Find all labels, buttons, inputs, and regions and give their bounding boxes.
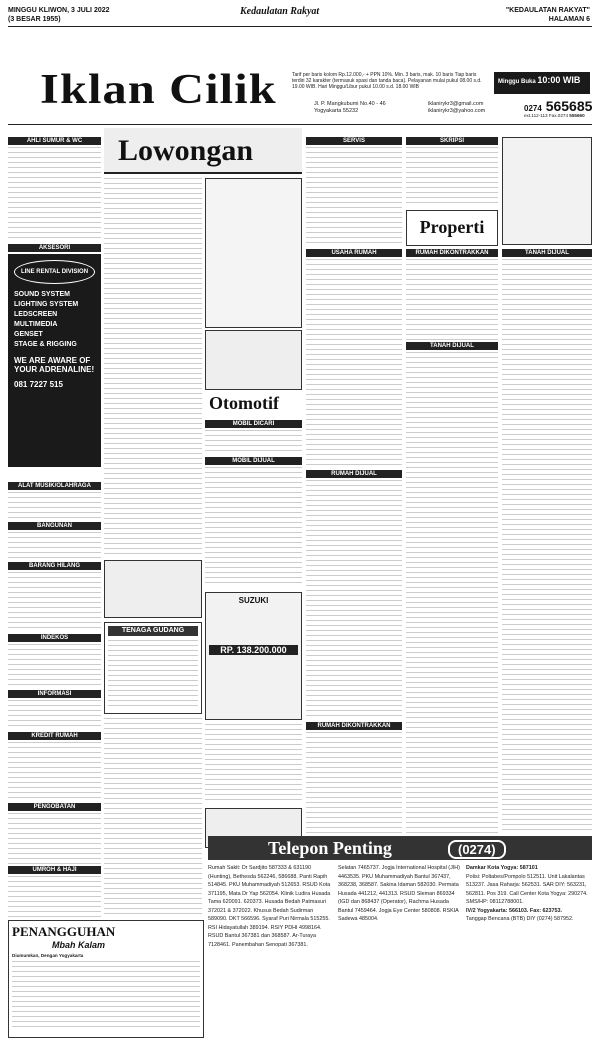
telepon-col-left: Rumah Sakit: Dr Sardjito 587333 & 631190 (Hunting), Bethesda 562246, 586688. Panti Rapih 514845. PKU Muhammadiyah 512653. RSUD Kota 371195, Mata Dr Yap 562054. Klinik Ludira Husada Tama 620091. 620373. Husada Bedah Patmasuri 372021 & 372022. Khusus Bedah Sudirman 589090. DKT 566596. Syaraf Puri Nirmala 515255. RSI Hidayatullah 389194. RSIY PDHI 4998164. RSUD Bantul 367381 dan 368587. Ar-Turaya 7128461. Panembahan Senopati 367381.	[208, 865, 331, 948]
lowongan-ads-col-a	[104, 178, 202, 558]
ads-mobil-dijual	[205, 467, 302, 587]
telepon-col-right: Damkar Kota Yogya: 587101 Polisi: Poltabes/Pompolo 512511. Unit Lakalantas 513237. Jasa Raharja: 562531. SAR DIY: 563231, 562811. Pos 319. Call Center Kota Yogya: 290274. SMS/HP: 08112788001. IV/2 Yogyakarta: 566103. Fax: 623753. Tanggap Bencana (BTB) DIY (0274) 587952.	[466, 865, 588, 922]
masthead-rule	[8, 124, 592, 125]
ads-rumah-dikontrakkan-2	[406, 259, 498, 349]
section-rumah-dikontrakkan: RUMAH DIKONTRAKKAN	[306, 722, 402, 730]
ads-tanah-dijual-2	[502, 259, 592, 834]
tarif-text: Tarif per baris kolom Rp.12.000,- + PPN 10%. Min. 3 baris, mak. 10 baris Tiap baris terdiri 32 karakter (termasuk spasi dan tanda baca). Pelayanan mulai pukul 08.00 s.d. 19.00 WIB. Hari Minggu/Libur pukul 10.00 s.d. 18.00 WIB	[292, 72, 482, 90]
ads-ahli-sumur	[8, 147, 101, 241]
ads-informasi	[8, 700, 101, 730]
section-kredit-rumah: KREDIT RUMAH	[8, 732, 101, 740]
section-tanah-dijual: TANAH DIJUAL	[406, 342, 498, 350]
section-ahli-sumur: AHLI SUMUR & WC	[8, 137, 101, 145]
office-address: Jl. P. Mangkubumi No.40 - 46 Yogyakarta 55232	[314, 101, 386, 114]
media-promosi-ad	[502, 137, 592, 245]
section-bangunan: BANGUNAN	[8, 522, 101, 530]
ads-usaha-rumah	[306, 259, 402, 467]
ads-tanah-dijual	[406, 352, 498, 834]
hours-box: Minggu Buka 10:00 WIB	[494, 72, 590, 94]
issue-date: MINGGU KLIWON, 3 JULI 2022 (3 BESAR 1955)	[8, 7, 110, 23]
ads-skripsi	[406, 147, 498, 207]
email-info: iklanirykr3@gmail.com iklanirykr3@yahoo.com	[428, 101, 486, 114]
ads-pengobatan	[8, 813, 101, 865]
otomotif-ads-more	[205, 724, 302, 804]
page-title: Iklan Cilik	[40, 67, 277, 113]
phone-number: 0274 565685	[524, 98, 593, 114]
section-tanah-dijual-2: TANAH DIJUAL	[502, 249, 592, 257]
section-aksesori: AKSESORI	[8, 244, 101, 252]
section-servis: SERVIS	[306, 137, 402, 145]
section-alat-musik: ALAT MUSIK/OLAHRAGA	[8, 482, 101, 490]
section-rumah-dijual: RUMAH DIJUAL	[306, 470, 402, 478]
ads-rumah-dijual	[306, 480, 402, 718]
ads-rumah-dikontrakkan	[306, 732, 402, 834]
properti-header: Properti	[406, 210, 498, 246]
lowongan-box-ad-2	[205, 330, 302, 390]
ads-servis	[306, 147, 402, 247]
line-rental-ad: LINE RENTAL DIVISION SOUND SYSTEM LIGHTING SYSTEM LEDSCREEN MULTIMEDIA GENSET STAGE & RIGGING WE ARE AWARE OF YOUR ADRENALINE! 081 7227 515	[8, 254, 101, 467]
section-barang-hilang: BARANG HILANG	[8, 562, 101, 570]
paper-name: "KEDAULATAN RAKYAT" HALAMAN 6	[505, 7, 590, 23]
lowongan-header: Lowongan	[104, 128, 302, 174]
section-mobil-dijual: MOBIL DIJUAL	[205, 457, 302, 465]
telepon-header: Telepon Penting (0274)	[208, 836, 592, 860]
ext-info: ext.112-113 Fax.0274 555660	[524, 113, 585, 118]
section-mobil-dicari: MOBIL DICARI	[205, 420, 302, 428]
suzuki-ad: SUZUKI RP. 138.200.000	[205, 592, 302, 720]
section-indekos: INDEKOS	[8, 634, 101, 642]
ads-umroh-haji	[8, 876, 101, 920]
ads-barang-hilang	[8, 572, 101, 632]
header-rule	[8, 26, 592, 27]
section-pengobatan: PENGOBATAN	[8, 803, 101, 811]
otomotif-header: Otomotif	[209, 393, 279, 413]
ad-gray-box	[104, 560, 202, 618]
section-informasi: INFORMASI	[8, 690, 101, 698]
lowongan-box-ad-1	[205, 178, 302, 328]
penangguhan-ad: PENANGGUHAN Mbah Kalam Diumumkan, Dengan Yogyakarta	[8, 920, 204, 1038]
section-rumah-dikontrakkan-2: RUMAH DIKONTRAKKAN	[406, 249, 498, 257]
ads-mobil-dicari	[205, 430, 302, 452]
section-umroh-haji: UMROH & HAJI	[8, 866, 101, 874]
tenaga-gudang-ad: TENAGA GUDANG	[104, 622, 202, 714]
paper-logo: Kedaulatan Rakyat	[240, 6, 320, 17]
section-skripsi: SKRIPSI	[406, 137, 498, 145]
ads-kredit-rumah	[8, 742, 101, 798]
section-usaha-rumah: USAHA RUMAH	[306, 249, 402, 257]
ads-bangunan	[8, 532, 101, 560]
ads-indekos	[8, 644, 101, 688]
telepon-col-mid: Selatan 7465737. Jogja International Hospital (JIH) 4463535. PKU Muhammadiyah Bantul 367437, 368238, 368587. Sakina Idaman 582030. Permata Husada 441212, 441313. RSUD Sleman 869334 (IGD dan 868437 (Operator), Rachma Husada Bantul 7459464. Jogja Eye Center 580808. RSKIA Sadewa 485004.	[338, 865, 460, 922]
lowongan-ads-col-b	[104, 718, 202, 914]
